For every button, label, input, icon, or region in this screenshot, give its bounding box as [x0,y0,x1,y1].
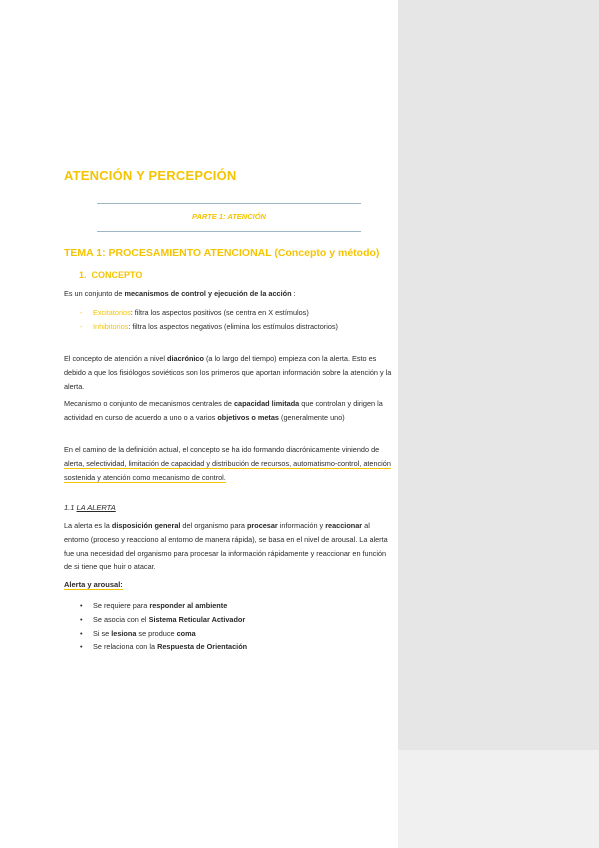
list-item [80,306,396,320]
bullet-marker: • [80,642,83,652]
paragraph-bold: procesar [246,521,278,530]
dash-marker: - [80,321,83,331]
dash-list [80,306,396,334]
bullet-text: se produce [136,628,177,638]
paragraph-bold: capacidad limitada [233,399,300,408]
paragraph-mecanismo [64,397,396,425]
paragraph-text: En el camino de la definición actual, el concepto se ha ido formando diacrónicamente viniendo de [64,445,380,454]
section-title: CONCEPTO [91,270,143,280]
bullet-bold: Respuesta de Orientación [157,642,248,652]
list-item-text: : filtra los aspectos positivos (se centra en X estímulos) [130,308,309,317]
top-divider [97,203,361,204]
list-item [80,320,396,334]
subsection-title: LA ALERTA [76,503,116,512]
list-item-term: Inhibitorios [93,321,129,331]
paragraph-text: La alerta es la [64,521,112,530]
subsection-heading [64,503,116,512]
list-item [80,627,396,641]
paragraph-text: que controlan y dirigen la actividad en curso de acuerdo a uno o a varios [64,399,383,422]
paragraph-bold: objetivos o metas [217,412,279,422]
bullet-marker: • [80,628,83,638]
bullet-list [80,599,396,654]
paragraph-underlined: alerta, selectividad, limitación de capacidad y distribución de recursos, automatismo-control, atención sostenida y atención como mecanismo de control. [64,458,391,482]
tema-heading: TEMA 1: PROCESAMIENTO ATENCIONAL (Concepto y método) [64,247,380,259]
bullet-text: Se relaciona con la [93,642,158,652]
list-item-term: Excitatorios [93,308,131,317]
comment-pane[interactable] [398,0,599,848]
paragraph-alerta [64,519,396,574]
bullet-text: Se requiere para [93,601,150,610]
list-item [80,613,396,627]
document-title: ATENCIÓN Y PERCEPCIÓN [64,168,237,183]
bullet-bold: responder al ambiente [149,601,228,610]
bullet-marker: • [80,614,83,624]
bullet-text: Si se [93,628,112,638]
list-item-text: : filtra los aspectos negativos (elimina los estímulos distractorios) [128,321,338,331]
bullet-marker: • [80,601,83,610]
alerta-heading: Alerta y arousal: [64,580,123,589]
dash-marker: - [80,308,83,317]
bullet-bold: coma [176,628,196,638]
bullet-bold: Sistema Reticular Activador [148,614,246,624]
paragraph-bold: reaccionar [325,521,363,530]
intro-text-after: : [291,289,296,298]
paragraph-text: información y [277,521,326,530]
section-number: 1. [79,270,87,280]
paragraph-bold: disposición general [111,521,181,530]
intro-text: Es un conjunto de [64,289,125,298]
paragraph-diacronico [64,352,396,393]
intro-bold: mecanismos de control y ejecución de la acción [124,289,292,298]
paragraph-text: al entorno (proceso y reacciono al entorno de manera rápida), se basa en el nivel de arousal. La alerta fue una necesidad del organismo para procesar la información rápidamente y reaccionar en función de si tiene que huir o atacar. [64,521,388,572]
paragraph-camino [64,443,396,484]
paragraph-bold: diacrónico [167,354,204,363]
comment-pane-band [398,0,599,750]
bottom-divider [97,231,361,232]
paragraph-text: (a lo largo del tiempo) empieza con la alerta. Esto es debido a que los fisiólogos soviéticos son los primeros que aportan información sobre la atención y la alerta. [64,354,392,391]
section-heading [79,270,142,280]
intro-paragraph [64,287,396,301]
paragraph-text: El concepto de atención a nivel [64,354,168,363]
bullet-text: Se asocia con el [93,614,149,624]
list-item [80,599,396,613]
list-item [80,640,396,654]
paragraph-text: del organismo para [180,521,247,530]
paragraph-text: Mecanismo o conjunto de mecanismos centrales de [64,399,234,408]
subsection-number: 1.1 [64,503,77,512]
part-label: PARTE 1: ATENCIÓN [192,212,266,221]
paragraph-text: (generalmente uno) [278,412,345,422]
bullet-bold: lesiona [111,628,137,638]
